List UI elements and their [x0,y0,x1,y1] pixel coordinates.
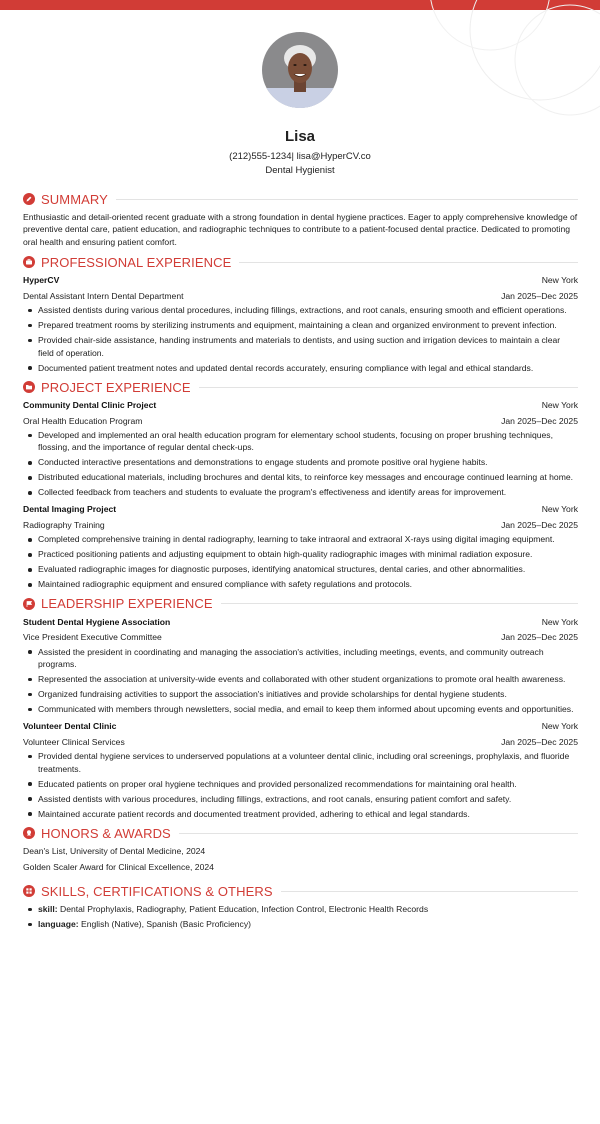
bullet-item: Documented patient treatment notes and updated dental records accurately, ensuring compliance with legal and ethical standards. [23,362,578,374]
entry-org-row [23,501,578,517]
bullet-item: Maintained accurate patient records and documented treatment provided, adhering to ethical and legal standards. [23,808,578,820]
job-title: Dental Hygienist [265,165,335,176]
entry-role-row [23,734,578,750]
leadership-section [23,594,578,820]
grid-icon [23,885,35,897]
entry-dates: Jan 2025–Dec 2025 [501,632,578,643]
honors-section [23,823,578,875]
project-entry [23,501,578,590]
entry-bullets [23,429,578,499]
section-divider [199,387,578,388]
bullet-item: Practiced positioning patients and adjusting equipment to obtain high-quality radiographic images with minimal radiation exposure. [23,548,578,560]
entry-dates: Jan 2025–Dec 2025 [501,519,578,530]
bullet-item: Evaluated radiographic images for diagnostic purposes, identifying anatomical structures, dental caries, and other abnormalities. [23,563,578,575]
entry-bullets [23,646,578,716]
award-item: Dean's List, University of Dental Medicine, 2024 [23,846,206,857]
entry-dates: Jan 2025–Dec 2025 [501,736,578,747]
skills-header [23,881,578,901]
bullet-item: Assisted the president in coordinating and managing the association's activities, including meetings, events, and community outreach programs. [23,646,578,671]
contact-separator: | [291,151,294,162]
bullet-item: Organized fundraising activities to support the association's initiatives and provide scholarships for dental hygiene students. [23,688,578,700]
skill-key: skill: [38,904,58,915]
section-divider [179,833,578,834]
project-title: PROJECT EXPERIENCE [41,379,191,395]
entry-org: Community Dental Clinic Project [23,400,157,411]
bullet-item: Distributed educational materials, including brochures and dental kits, to reinforce key messages and encourage continued learning at home. [23,471,578,483]
contact-line [0,151,600,162]
entry-role: Vice President Executive Committee [23,632,162,643]
honors-header [23,823,578,843]
decorative-circles [370,0,600,130]
summary-title: SUMMARY [41,191,108,207]
folder-icon [23,381,35,393]
bullet-item: Developed and implemented an oral health education program for elementary school students, focusing on proper brushing techniques, flossing, and the importance of regular dental check-ups. [23,429,578,454]
skill-item [23,918,578,930]
skill-item [23,903,578,915]
section-divider [281,891,578,892]
skills-list [23,903,578,930]
bullet-item: Completed comprehensive training in dental radiography, learning to take intraoral and extraoral X-rays using digital imaging equipment. [23,533,578,545]
entry-location: New York [541,275,578,286]
entry-org-row [23,718,578,734]
skills-title: SKILLS, CERTIFICATIONS & OTHERS [41,883,273,899]
leadership-title: LEADERSHIP EXPERIENCE [41,596,213,612]
entry-org: Volunteer Dental Clinic [23,721,117,732]
email-link[interactable]: lisa@HyperCV.co [296,151,371,162]
entry-org-row [23,272,578,288]
entry-role-row [23,413,578,429]
entry-bullets [23,533,578,590]
bullet-item: Collected feedback from teachers and students to evaluate the program's effectiveness and identify areas for improvement. [23,486,578,498]
project-header [23,377,578,397]
briefcase-icon [23,256,35,268]
skills-section [23,881,578,930]
honors-title: HONORS & AWARDS [41,825,171,841]
entry-dates: Jan 2025–Dec 2025 [501,290,578,301]
leadership-entry [23,614,578,716]
entry-location: New York [541,616,578,627]
leadership-entry [23,718,578,820]
bullet-item: Maintained radiographic equipment and ensured compliance with safety regulations and protocols. [23,578,578,590]
professional-section [23,252,578,374]
bullet-item: Assisted dentists during various dental procedures, including fillings, extractions, and root canals, ensuring smooth and efficient operations. [23,304,578,316]
project-entry [23,397,578,499]
leadership-header [23,594,578,614]
bullet-item: Educated patients on proper oral hygiene techniques and provided personalized recommendations for maintaining oral health. [23,778,578,790]
entry-org: Student Dental Hygiene Association [23,616,171,627]
bullet-item: Prepared treatment rooms by sterilizing instruments and equipment, maintaining a clean and organized environment to prevent infection. [23,319,578,331]
summary-text: Enthusiastic and detail-oriented recent graduate with a strong foundation in dental hygiene practices. Eager to apply comprehensive knowledge of preventive dental care, patient education, and radiographic techniques to contribute to a patient-focused dental practice. Dedicated to promoting oral health and ensuring patient comfort. [23,212,578,247]
award-item: Golden Scaler Award for Clinical Excellence, 2024 [23,862,214,873]
entry-location: New York [541,721,578,732]
avatar [262,32,338,108]
experience-entry [23,272,578,374]
entry-org: HyperCV [23,275,60,286]
flag-icon [23,598,35,610]
entry-location: New York [541,400,578,411]
candidate-name: Lisa [284,128,315,145]
entry-role-row [23,517,578,533]
section-divider [116,199,578,200]
entry-role: Oral Health Education Program [23,415,143,426]
entry-bullets [23,304,578,374]
bullet-item: Assisted dentists with various procedures, including fillings, extractions, and root canals, ensuring patient comfort and safety. [23,793,578,805]
entry-org-row [23,614,578,630]
professional-title: PROFESSIONAL EXPERIENCE [41,254,232,270]
bullet-item: Provided chair-side assistance, handing instruments and materials to dentists, and using suction and irrigation devices to maintain a clear field of operation. [23,334,578,359]
summary-header [23,189,578,209]
bullet-item: Conducted interactive presentations and demonstrations to engage students and promote positive oral hygiene habits. [23,456,578,468]
summary-section [23,189,578,248]
entry-dates: Jan 2025–Dec 2025 [501,415,578,426]
bullet-item: Communicated with members through newsletters, social media, and email to keep them informed about upcoming events and opportunities. [23,703,578,715]
skill-key: language: [38,919,79,930]
section-divider [239,262,578,263]
project-section [23,377,578,591]
professional-header [23,252,578,272]
entry-location: New York [541,504,578,515]
entry-role: Volunteer Clinical Services [23,736,125,747]
skill-value: Dental Prophylaxis, Radiography, Patient Education, Infection Control, Electronic Health Records [59,904,429,915]
bullet-item: Provided dental hygiene services to underserved populations at a volunteer dental clinic, including oral screenings, prophylaxis, and fluoride treatments. [23,750,578,775]
skill-value: English (Native), Spanish (Basic Proficiency) [80,919,252,930]
entry-org: Dental Imaging Project [23,504,117,515]
entry-role: Radiography Training [23,519,105,530]
resume-body [23,186,578,933]
entry-role: Dental Assistant Intern Dental Department [23,290,184,301]
section-divider [221,603,578,604]
award-icon [23,827,35,839]
entry-org-row [23,397,578,413]
pencil-icon [23,193,35,205]
entry-role-row [23,288,578,304]
phone: (212)555-1234 [229,151,292,162]
entry-bullets [23,750,578,820]
entry-role-row [23,629,578,645]
bullet-item: Represented the association at university-wide events and collaborated with other student organizations to promote oral health awareness. [23,673,578,685]
